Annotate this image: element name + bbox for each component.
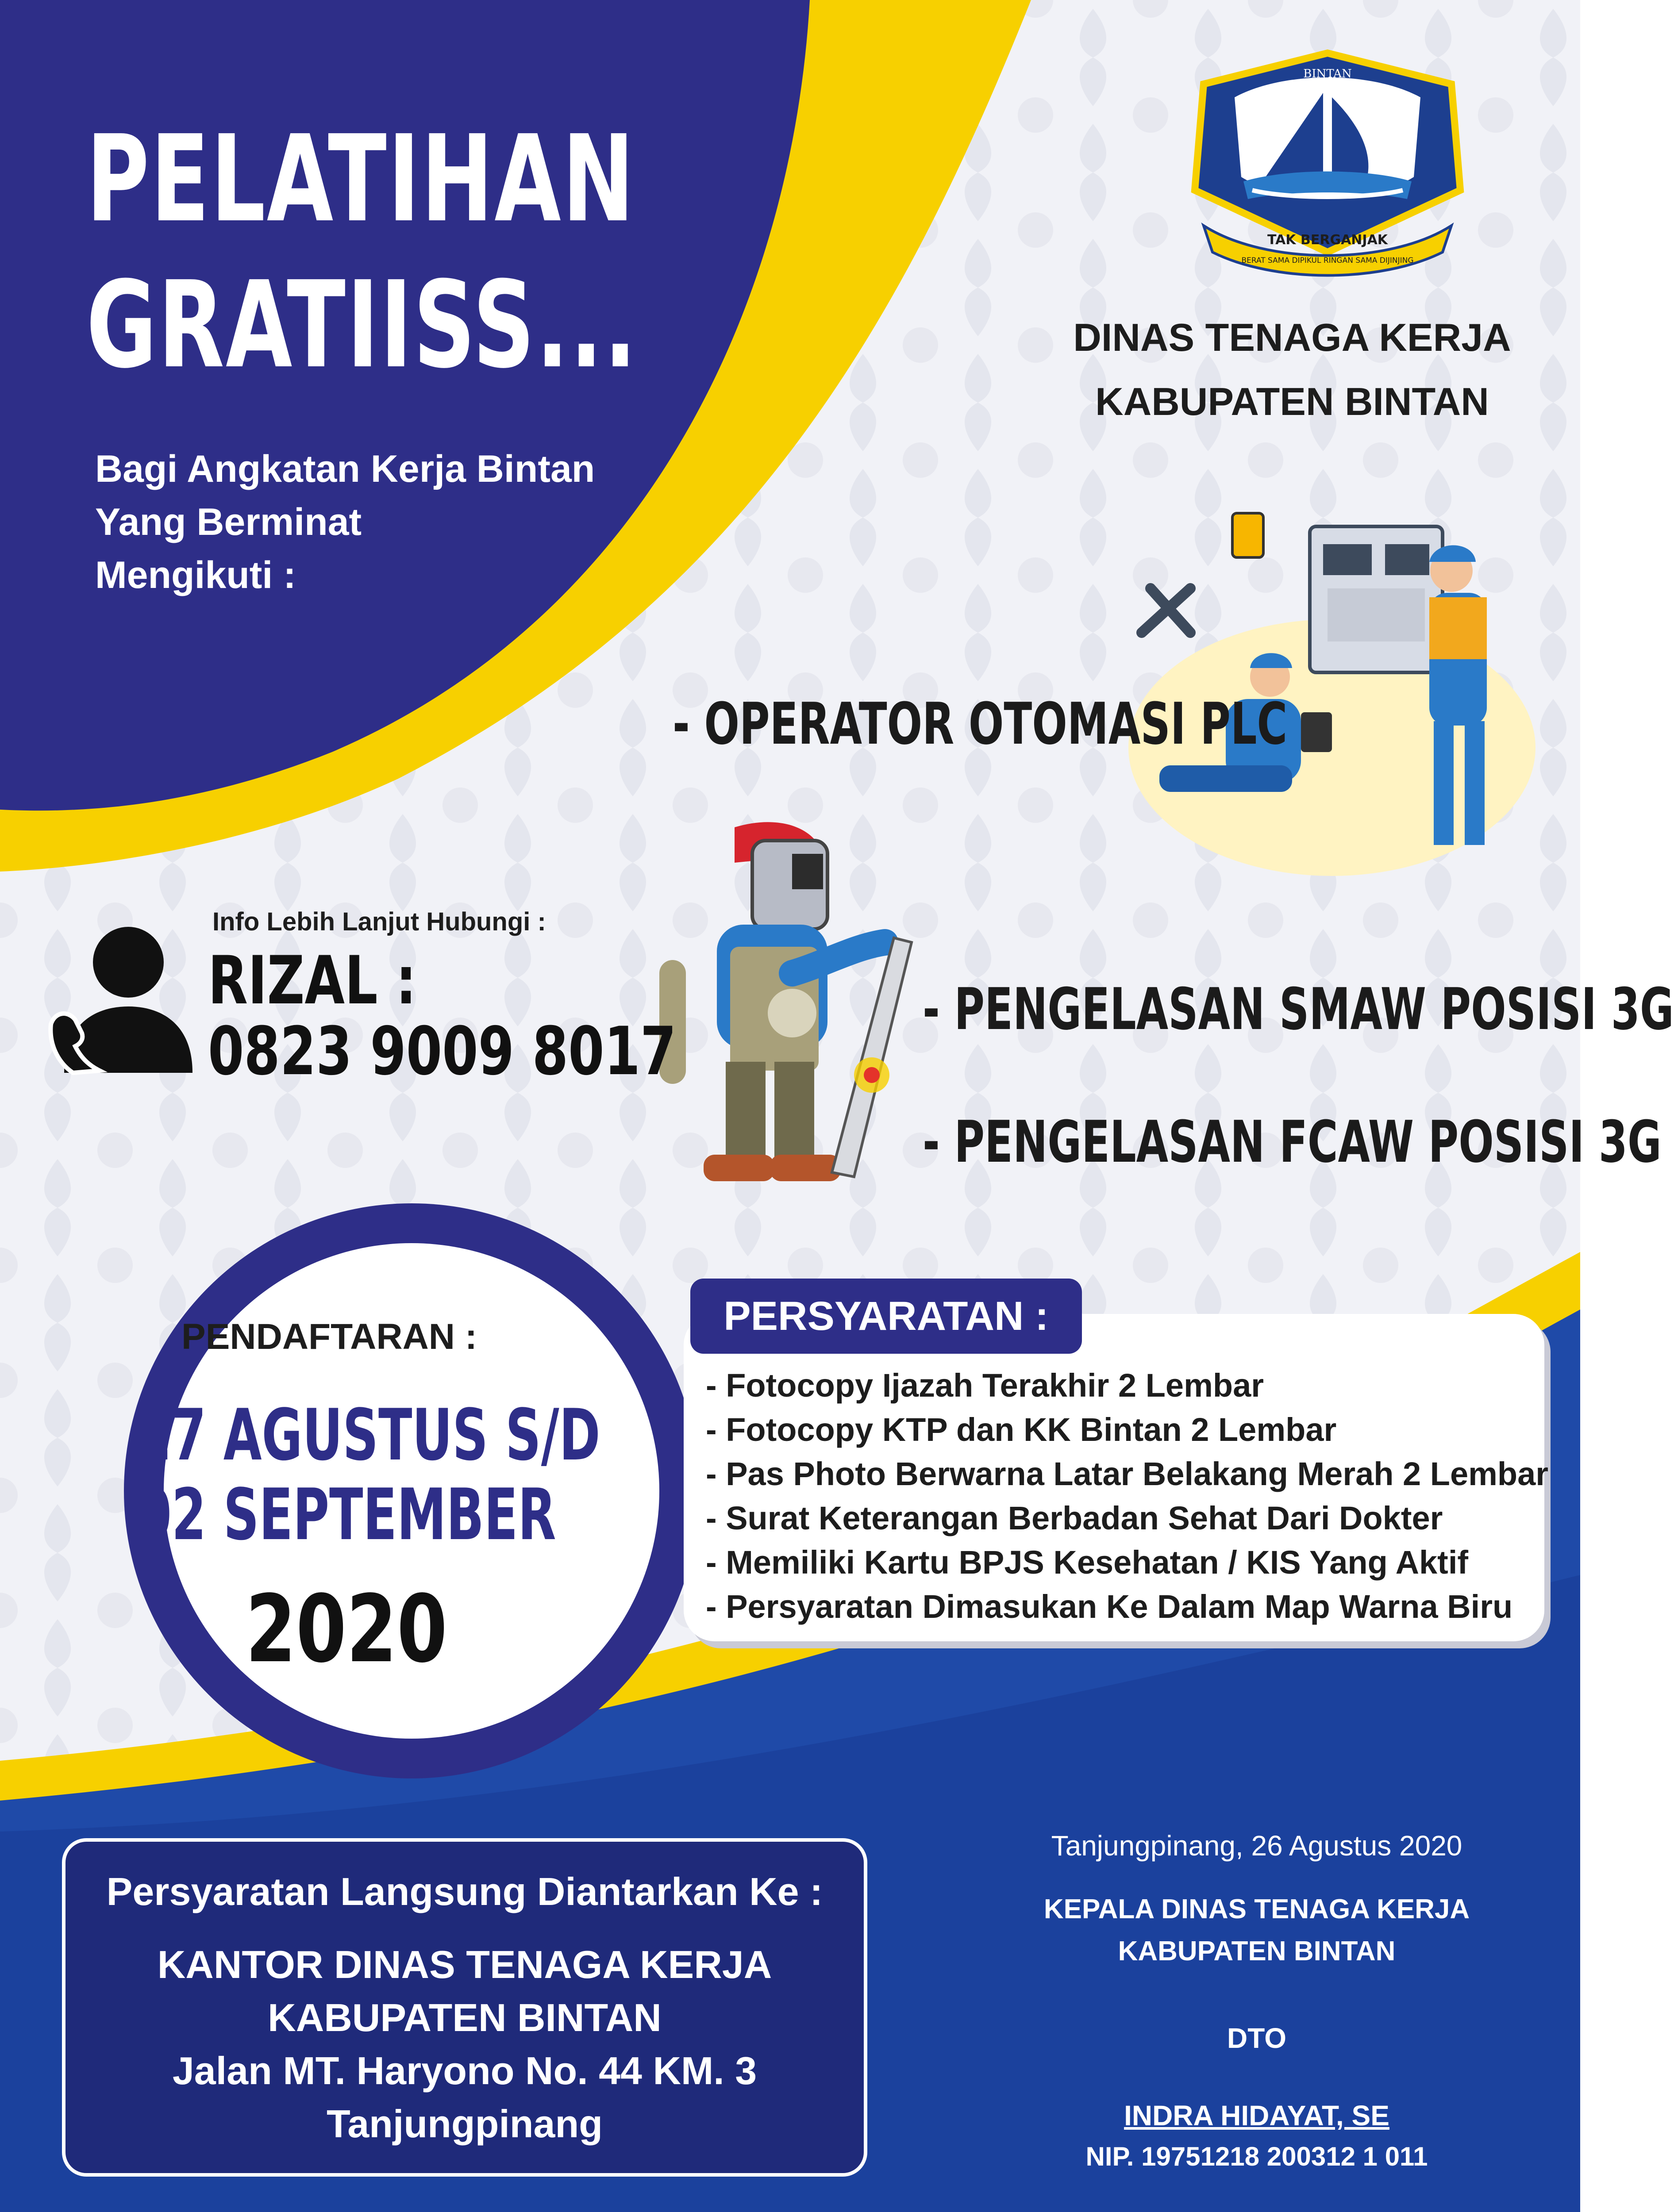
intro-line-3: Mengikuti : bbox=[95, 554, 296, 596]
signature-name: INDRA HIDAYAT, SE bbox=[1124, 2100, 1389, 2131]
registration-label: PENDAFTARAN : bbox=[181, 1317, 477, 1357]
delivery-address: Jalan MT. Haryono No. 44 KM. 3 bbox=[172, 2049, 757, 2093]
course-item-plc: - OPERATOR OTOMASI PLC bbox=[673, 690, 1288, 757]
logo-motto-main: TAK BERGANJAK bbox=[1267, 232, 1388, 248]
signature-role-line-1: KEPALA DINAS TENAGA KERJA bbox=[1043, 1894, 1470, 1924]
contact-name: RIZAL : bbox=[208, 942, 417, 1019]
logo-motto-sub: BERAT SAMA DIPIKUL RINGAN SAMA DIJINJING bbox=[1241, 256, 1414, 265]
contact-label: Info Lebih Lanjut Hubungi : bbox=[212, 907, 546, 936]
plc-technicians-illustration bbox=[1124, 500, 1549, 876]
requirement-item: - Fotocopy Ijazah Terakhir 2 Lembar bbox=[706, 1367, 1264, 1404]
requirement-item: - Persyaratan Dimasukan Ke Dalam Map Warna Biru bbox=[706, 1588, 1513, 1625]
logo-top-text: BINTAN bbox=[1303, 67, 1352, 81]
intro-line-2: Yang Berminat bbox=[95, 501, 362, 543]
requirement-item: - Pas Photo Berwarna Latar Belakang Merah 2 Lembar bbox=[706, 1455, 1549, 1492]
registration-date-end: 02 SEPTEMBER bbox=[137, 1473, 556, 1556]
delivery-office-line-1: KANTOR DINAS TENAGA KERJA bbox=[157, 1943, 772, 1986]
course-item-smaw: - PENGELASAN SMAW POSISI 3G bbox=[923, 975, 1674, 1043]
phone-user-icon bbox=[46, 922, 197, 1073]
course-item-fcaw: - PENGELASAN FCAW POSISI 3G bbox=[923, 1108, 1662, 1175]
delivery-title: Persyaratan Langsung Diantarkan Ke : bbox=[106, 1870, 823, 1913]
registration-date-start: 27 AGUSTUS S/D bbox=[137, 1394, 600, 1476]
registration-year: 2020 bbox=[246, 1575, 447, 1683]
signature-dto: DTO bbox=[1227, 2022, 1286, 2054]
headline-line-2: GRATIISS... bbox=[86, 255, 638, 395]
requirement-item: - Surat Keterangan Berbadan Sehat Dari Dokter bbox=[706, 1500, 1443, 1536]
headline-line-1: PELATIHAN bbox=[86, 109, 636, 249]
delivery-office-line-2: KABUPATEN BINTAN bbox=[268, 1996, 662, 2039]
requirement-item: - Memiliki Kartu BPJS Kesehatan / KIS Yang Aktif bbox=[706, 1544, 1469, 1581]
intro-line-1: Bagi Angkatan Kerja Bintan bbox=[95, 448, 595, 490]
bintan-regency-logo bbox=[1177, 44, 1478, 292]
agency-name-line-1: DINAS TENAGA KERJA bbox=[1073, 315, 1511, 359]
agency-name-line-2: KABUPATEN BINTAN bbox=[1095, 380, 1489, 423]
delivery-city: Tanjungpinang bbox=[326, 2102, 603, 2146]
signature-role-line-2: KABUPATEN BINTAN bbox=[1118, 1936, 1396, 1966]
requirement-item: - Fotocopy KTP dan KK Bintan 2 Lembar bbox=[706, 1411, 1337, 1448]
requirements-title: PERSYARATAN : bbox=[690, 1279, 1082, 1354]
welder-illustration bbox=[646, 814, 920, 1194]
signature-nip: NIP. 19751218 200312 1 011 bbox=[1085, 2142, 1428, 2171]
contact-phone[interactable]: 0823 9009 8017 bbox=[208, 1013, 677, 1090]
signature-place-date: Tanjungpinang, 26 Agustus 2020 bbox=[1051, 1830, 1462, 1862]
